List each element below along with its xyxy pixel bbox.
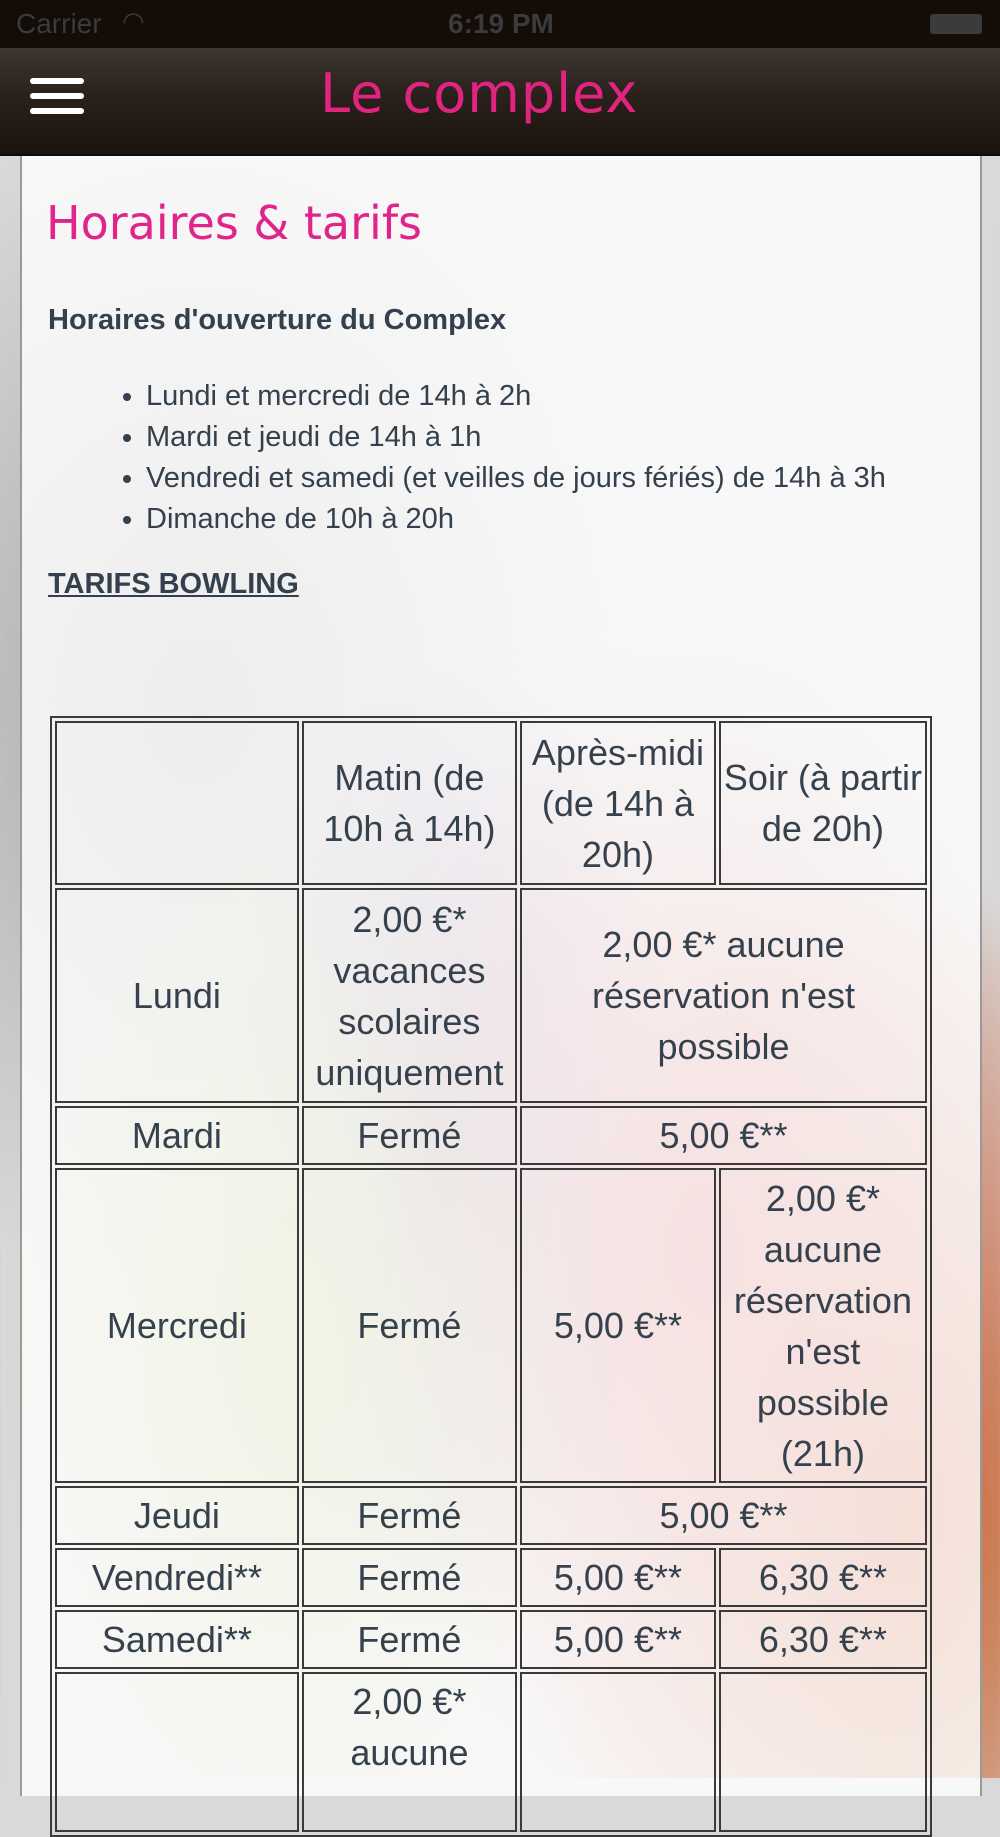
tarifs-heading: TARIFS BOWLING [48, 568, 299, 600]
list-item: • Mardi et jeudi de 14h à 1h [146, 417, 886, 458]
hamburger-menu-icon[interactable] [30, 78, 84, 118]
price-cell: Fermé [302, 1610, 517, 1669]
day-cell: Mardi [55, 1106, 299, 1165]
battery-icon [930, 14, 982, 34]
day-cell: Samedi** [55, 1610, 299, 1669]
opening-hours-list [106, 376, 886, 540]
carrier-label: Carrier [16, 8, 102, 39]
app-header [0, 48, 1000, 156]
price-cell: 2,00 €* vacances scolaires uniquement [302, 888, 517, 1103]
price-cell: 2,00 €* aucune réservation n'est possible [520, 888, 927, 1103]
price-cell [719, 1672, 927, 1832]
table-row [55, 1168, 927, 1483]
table-header: Matin (de 10h à 14h) [302, 721, 517, 885]
day-cell: Vendredi** [55, 1548, 299, 1607]
status-bar [0, 0, 1000, 48]
list-item: • Dimanche de 10h à 20h [146, 499, 886, 540]
table-header-row [55, 721, 927, 885]
price-cell: Fermé [302, 1486, 517, 1545]
day-cell: Mercredi [55, 1168, 299, 1483]
price-cell: 2,00 €* aucune réservation n'est possible (21h) [719, 1168, 927, 1483]
logo: Le complex [320, 62, 639, 125]
price-cell: 5,00 €** [520, 1106, 927, 1165]
table-row [55, 1106, 927, 1165]
bowling-price-table [50, 716, 932, 1837]
day-cell [55, 1672, 299, 1832]
table-header: Soir (à partir de 20h) [719, 721, 927, 885]
price-cell: 5,00 €** [520, 1610, 716, 1669]
wifi-icon: ◠ [122, 6, 145, 36]
price-cell [520, 1672, 716, 1832]
price-cell: Fermé [302, 1168, 517, 1483]
list-item: • Vendredi et samedi (et veilles de jours fériés) de 14h à 3h [146, 458, 886, 499]
table-header: Après-midi (de 14h à 20h) [520, 721, 716, 885]
opening-hours-heading: Horaires d'ouverture du Complex [48, 304, 507, 336]
clock: 6:19 PM [448, 8, 554, 39]
price-cell: 5,00 €** [520, 1486, 927, 1545]
day-cell: Lundi [55, 888, 299, 1103]
table-header [55, 721, 299, 885]
price-cell: 5,00 €** [520, 1548, 716, 1607]
price-cell: 6,30 €** [719, 1610, 927, 1669]
table-row [55, 1610, 927, 1669]
page-title: Horaires & tarifs [46, 196, 422, 250]
table-row [55, 1486, 927, 1545]
content-panel [20, 156, 982, 1796]
day-cell: Jeudi [55, 1486, 299, 1545]
price-cell: Fermé [302, 1548, 517, 1607]
price-cell: Fermé [302, 1106, 517, 1165]
price-cell: 2,00 €* aucune [302, 1672, 517, 1832]
table-row [55, 888, 927, 1103]
price-cell: 5,00 €** [520, 1168, 716, 1483]
price-cell: 6,30 €** [719, 1548, 927, 1607]
table-row [55, 1672, 927, 1832]
table-row [55, 1548, 927, 1607]
list-item: • Lundi et mercredi de 14h à 2h [146, 376, 886, 417]
